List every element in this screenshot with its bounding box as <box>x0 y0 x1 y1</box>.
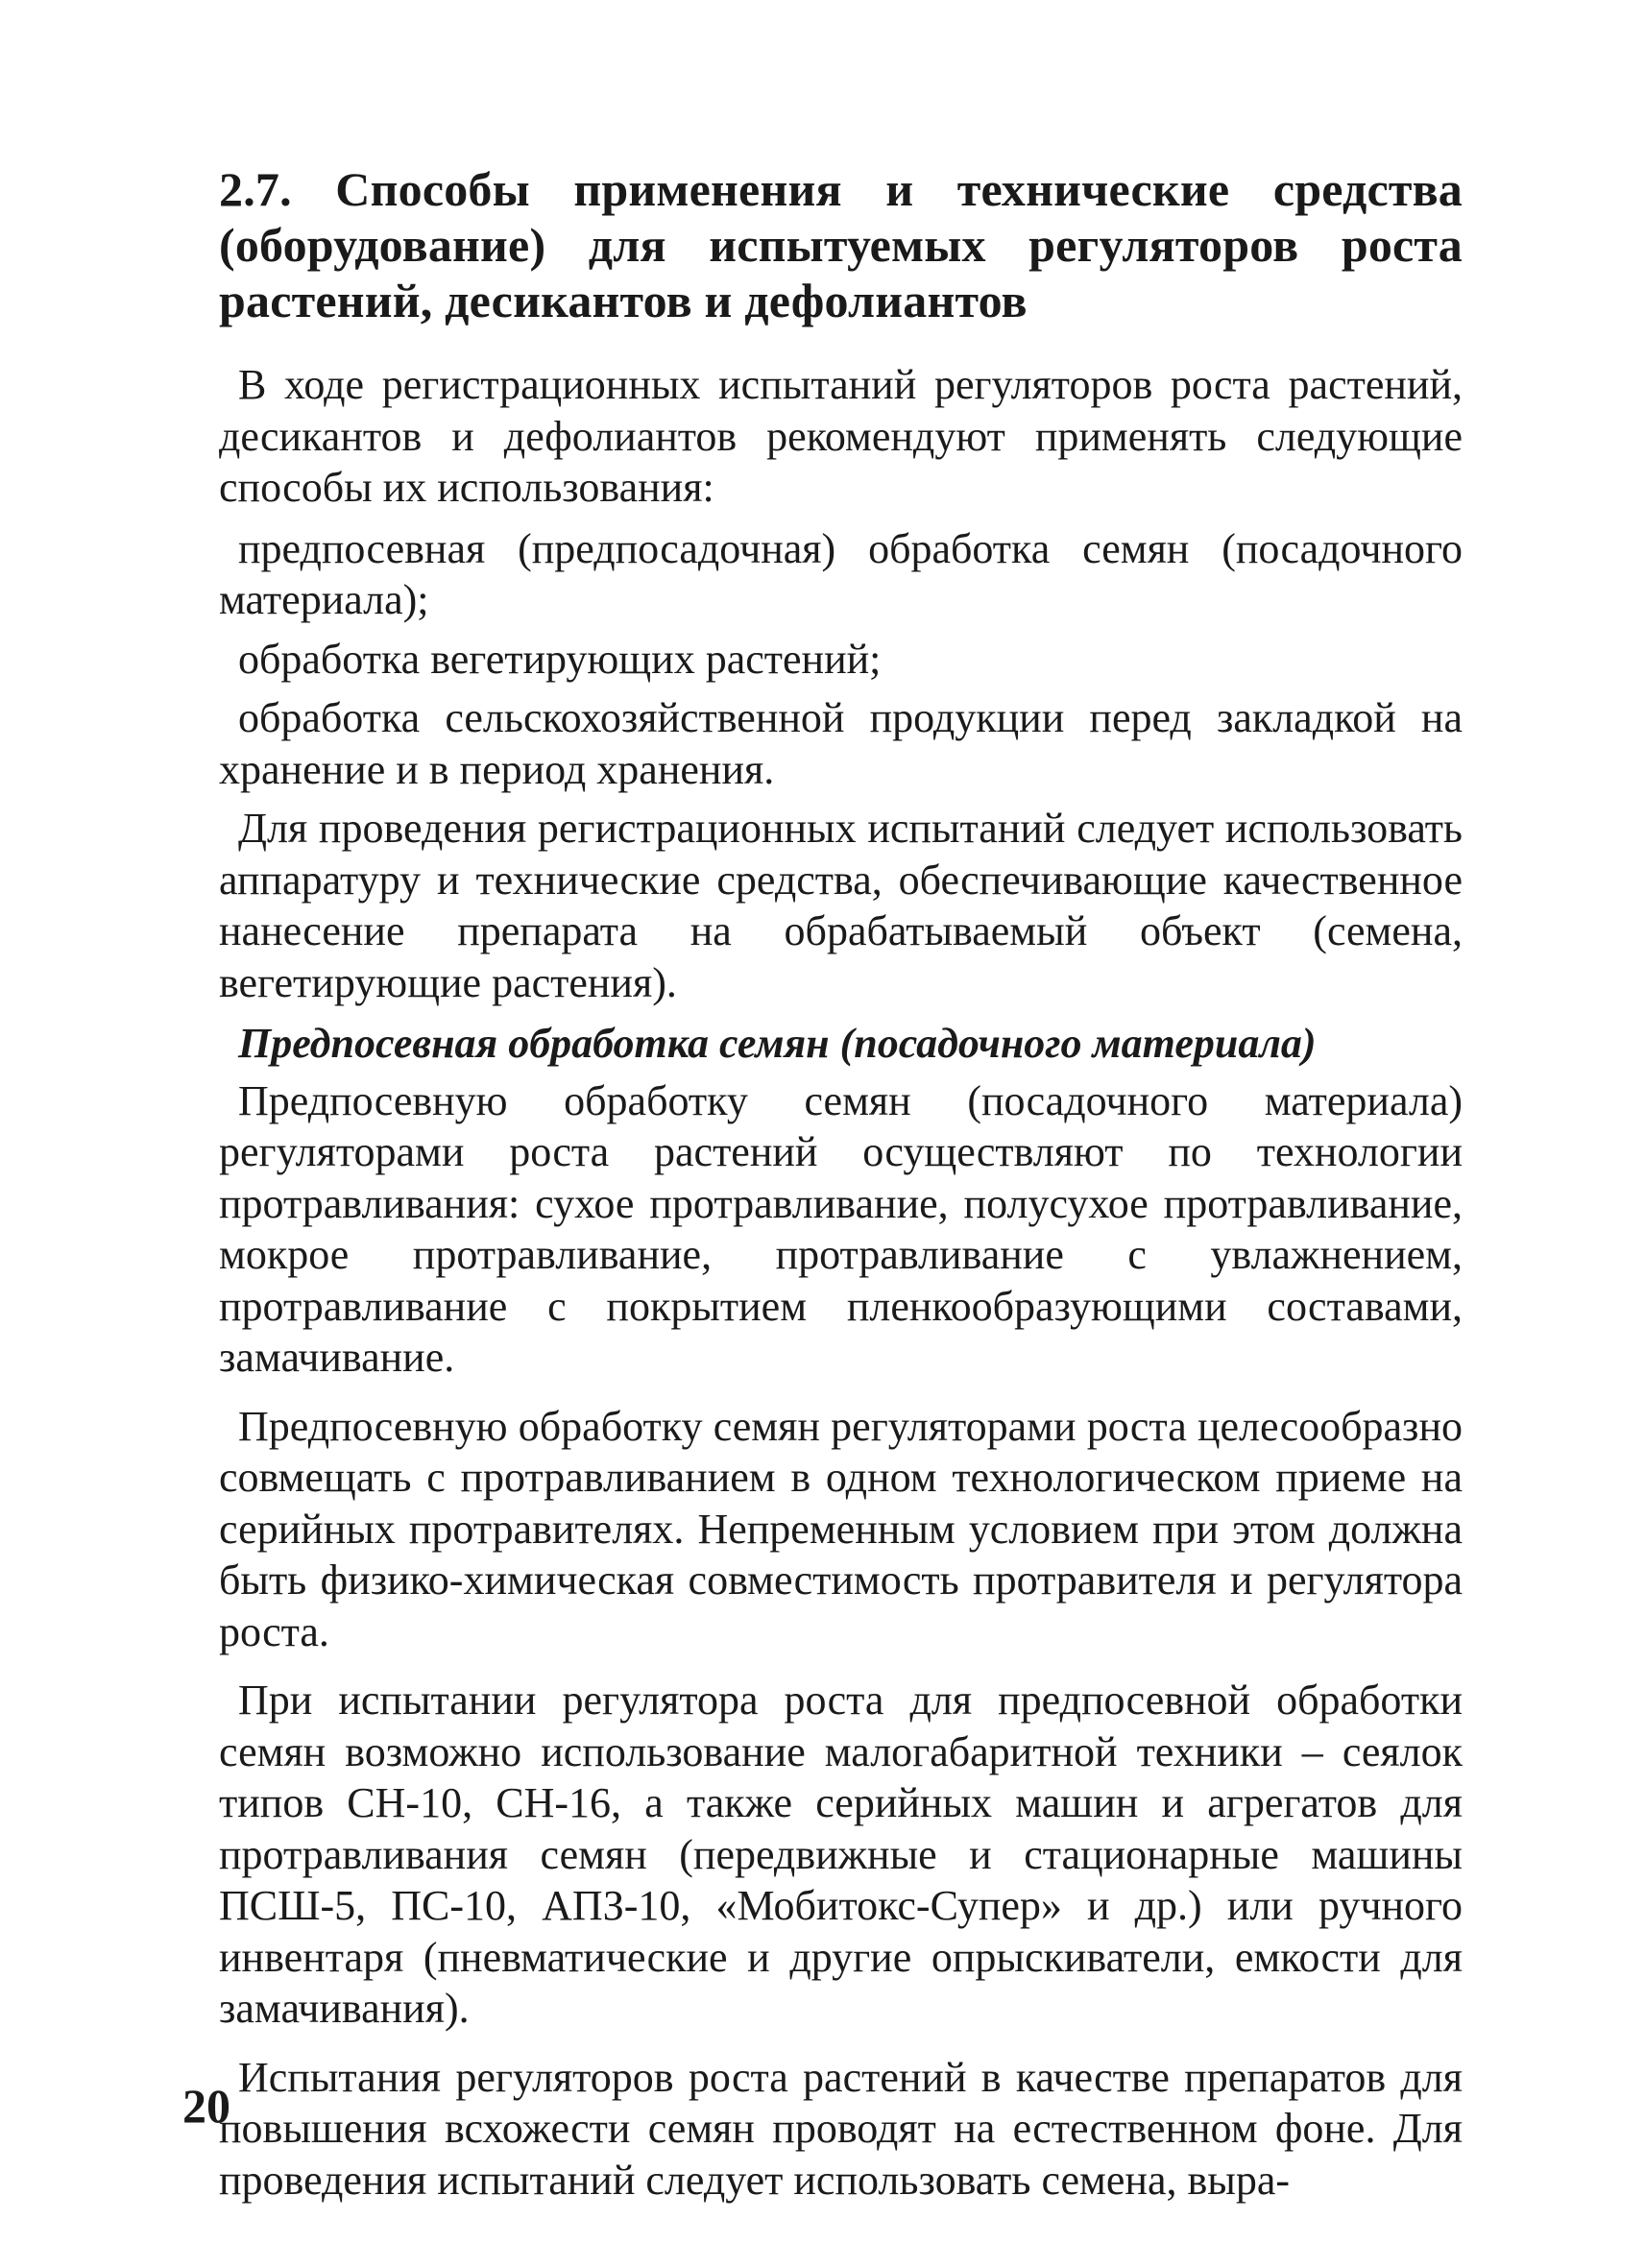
page-body <box>219 161 1463 2215</box>
paragraph: Предпосевную обработку семян регуляторами роста целесообразно совмещать с протравливанием в одном технологическом приеме на серийных протравителях. Непременным условием при этом должна быть физико-химическая совместимость протравителя и регулятора роста. <box>219 1402 1463 1655</box>
intro-paragraph: В ходе регистрационных испытаний регуляторов роста растений, десикантов и дефолиантов рекомендуют применять следующие способы их использования: <box>219 361 1463 511</box>
page-number: 20 <box>182 2079 230 2133</box>
equipment-paragraph: Для проведения регистрационных испытаний следует использовать аппаратуру и технические средства, обеспечивающие качественное нанесение препарата на обрабатываемый объект (семена, вегетирующие растения). <box>219 805 1463 1006</box>
list-item: обработка сельскохозяйственной продукции перед закладкой на хранение и в период хранения. <box>219 694 1463 793</box>
list-item: обработка вегетирующих растений; <box>238 635 882 683</box>
paragraph: Предпосевную обработку семян (посадочного материала) регуляторами роста растений осуществляют по технологии протравливания: сухое протравливание, полусухое протравливание, мокрое протравливание, протравливание с увлажнением, протравливание с покрытием пленкообразующими составами, замачивание. <box>219 1076 1463 1381</box>
paragraph: Испытания регуляторов роста растений в качестве препаратов для повышения всхожести семян проводят на естественном фоне. Для проведения испытаний следует использовать семена, выра- <box>219 2053 1463 2204</box>
paragraph: При испытании регулятора роста для предпосевной обработки семян возможно использование малогабаритной техники – сеялок типов СН-10, СН-16, а также серийных машин и агрегатов для протравливания семян (передвижные и стационарные машины ПСШ-5, ПС-10, АПЗ-10, «Мобитокс-Супер» и др.) или ручного инвентаря (пневматические и другие опрыскиватели, емкости для замачивания). <box>219 1677 1463 2032</box>
section-heading: 2.7. Способы применения и технические средства (оборудование) для испытуемых регуляторов роста растений, десикантов и дефолиантов <box>219 162 1463 327</box>
list-item: предпосевная (предпосадочная) обработка семян (посадочного материала); <box>219 524 1463 623</box>
subsection-heading: Предпосевная обработка семян (посадочного материала) <box>238 1020 1317 1067</box>
